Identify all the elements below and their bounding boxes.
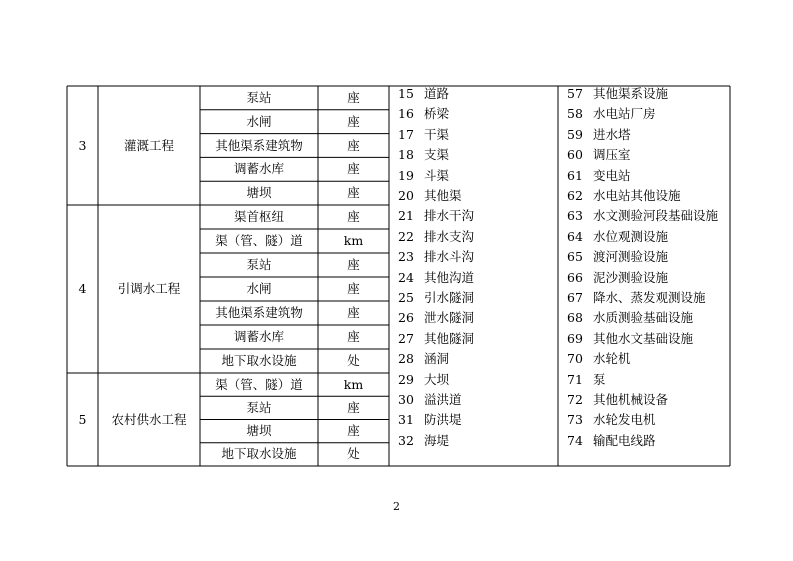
list-item-text: 桥梁 [424,106,450,122]
list-item [567,189,681,203]
item-unit: 处 [347,446,360,462]
list-item-number: 64 [567,228,583,244]
list-item [398,373,449,387]
list-item-number: 26 [398,310,414,326]
list-item-number: 31 [398,412,414,428]
list-item [398,87,449,101]
list-item-text: 水位观测设施 [593,228,669,244]
list-item-text: 变电站 [593,167,631,183]
item-unit: 座 [347,423,360,439]
list-item [398,128,449,142]
list-item-text: 泥沙测验设施 [593,269,669,285]
list-item-number: 58 [567,106,583,122]
list-item-text: 泵 [593,371,606,387]
list-item-text: 其他机械设备 [593,392,669,407]
list-item-text: 斗渠 [424,167,450,183]
item-name: 渠首枢纽 [233,209,284,224]
list-item [398,250,474,264]
item-unit: 座 [347,185,360,201]
list-item-number: 62 [567,188,583,203]
list-item-text: 溢洪道 [424,392,462,407]
list-item-number: 19 [398,167,414,183]
item-unit: 座 [347,113,360,129]
list-item-number: 69 [567,330,583,346]
list-item [398,332,474,346]
list-item [567,352,631,366]
group-name: 农村供水工程 [111,411,187,427]
list-item-number: 29 [398,371,414,387]
list-item-text: 大坝 [424,371,450,387]
page-number: 2 [393,500,400,513]
item-name: 地下取水设施 [221,446,297,462]
list-item [567,332,693,346]
list-item [567,169,631,183]
list-item-text: 其他渠 [424,188,462,203]
list-item [567,128,631,142]
item-name: 塘坝 [246,185,272,201]
item-name: 水闸 [246,113,272,129]
list-item-text: 泄水隧洞 [424,310,475,326]
list-item-number: 59 [567,126,583,142]
list-item-text: 排水斗沟 [424,249,475,265]
item-name: 水闸 [246,281,272,296]
list-item-number: 16 [398,106,414,122]
list-item [398,148,449,162]
item-unit: 座 [347,257,360,272]
list-item [398,209,474,223]
list-item-text: 排水支沟 [424,228,475,244]
list-item-text: 涵洞 [424,351,450,367]
group-number: 3 [78,137,87,153]
list-item-text: 水质测验基础设施 [593,310,694,326]
list-item [398,271,474,285]
list-item [398,291,474,305]
group-number: 5 [78,411,87,427]
item-unit: km [343,376,364,392]
list-item-text: 水轮发电机 [593,412,656,428]
list-item-text: 其他隧洞 [424,330,475,346]
list-item-number: 65 [567,249,583,265]
list-item-number: 72 [567,392,583,407]
list-item-text: 渡河测验设施 [593,249,669,265]
item-name: 其他渠系建筑物 [215,305,303,320]
list-item-number: 25 [398,290,414,305]
list-item [567,250,668,264]
item-name: 调蓄水库 [233,161,284,177]
list-item-number: 73 [567,412,583,428]
list-item [567,291,706,305]
group-number: 4 [78,281,87,296]
item-name: 渠（管、隧）道 [215,376,303,392]
list-item-number: 66 [567,269,583,285]
list-item [567,230,668,244]
list-item [398,107,449,121]
list-item [567,311,693,325]
list-item [567,373,606,387]
item-name: 泵站 [246,257,272,272]
list-item-text: 水文测验河段基础设施 [593,208,719,224]
list-item-number: 28 [398,351,414,367]
item-unit: 座 [347,89,360,105]
item-name: 地下取水设施 [221,353,297,368]
list-item-text: 降水、蒸发观测设施 [593,290,706,305]
item-unit: km [343,233,364,248]
list-item-text: 其他水文基础设施 [593,330,694,346]
list-item [398,413,462,427]
list-item-text: 水电站厂房 [593,106,656,122]
list-item-text: 进水塔 [593,126,631,142]
list-item-number: 17 [398,126,414,142]
list-item-text: 其他沟道 [424,269,475,285]
item-unit: 座 [347,209,360,224]
item-name: 泵站 [246,89,272,105]
list-item-number: 32 [398,432,414,448]
list-item-text: 水轮机 [593,351,631,367]
item-unit: 座 [347,305,360,320]
list-item-number: 63 [567,208,583,224]
list-item-number: 24 [398,269,414,285]
list-item-text: 干渠 [424,126,450,142]
list-item [567,107,656,121]
list-item [398,169,449,183]
item-name: 渠（管、隧）道 [215,233,303,248]
list-item-number: 22 [398,228,414,244]
list-item-text: 排水干沟 [424,208,475,224]
list-item-number: 74 [567,432,583,448]
list-item [567,271,668,285]
list-item [398,352,449,366]
list-item-number: 30 [398,392,414,407]
list-item [567,209,718,223]
list-item-text: 调压室 [593,147,631,163]
item-unit: 座 [347,281,360,296]
list-item-number: 23 [398,249,414,265]
group-name: 灌溉工程 [123,137,174,153]
list-item-text: 防洪堤 [424,412,462,428]
list-item [567,413,656,427]
item-unit: 座 [347,329,360,344]
list-item [398,311,474,325]
list-item [567,148,631,162]
list-item-number: 57 [567,86,583,101]
list-item-text: 引水隧洞 [424,290,475,305]
group-name: 引调水工程 [117,281,181,296]
list-item-text: 支渠 [424,147,450,163]
list-item-number: 27 [398,330,414,346]
list-item-text: 输配电线路 [593,432,656,448]
list-item-number: 20 [398,188,414,203]
item-unit: 座 [347,137,360,153]
list-item-text: 海堤 [424,432,450,448]
list-item-number: 71 [567,371,583,387]
list-item-text: 其他渠系设施 [593,86,669,101]
item-name: 泵站 [246,399,272,415]
list-item [567,393,668,407]
list-item [398,189,462,203]
list-item-text: 道路 [424,86,450,101]
list-item-number: 21 [398,208,414,224]
item-name: 调蓄水库 [233,329,284,344]
item-unit: 座 [347,161,360,177]
list-item-number: 67 [567,290,583,305]
list-item-number: 18 [398,147,414,163]
item-name: 其他渠系建筑物 [215,137,303,153]
list-item-text: 水电站其他设施 [593,188,681,203]
list-item [398,434,449,448]
list-item [398,393,462,407]
item-unit: 处 [347,353,360,368]
list-item [398,230,474,244]
list-item [567,434,656,448]
item-unit: 座 [347,399,360,415]
list-item-number: 68 [567,310,583,326]
list-item-number: 15 [398,86,414,101]
list-item-number: 70 [567,351,583,367]
item-name: 塘坝 [246,423,272,439]
list-item-number: 60 [567,147,583,163]
list-item-number: 61 [567,167,583,183]
list-item [567,87,668,101]
